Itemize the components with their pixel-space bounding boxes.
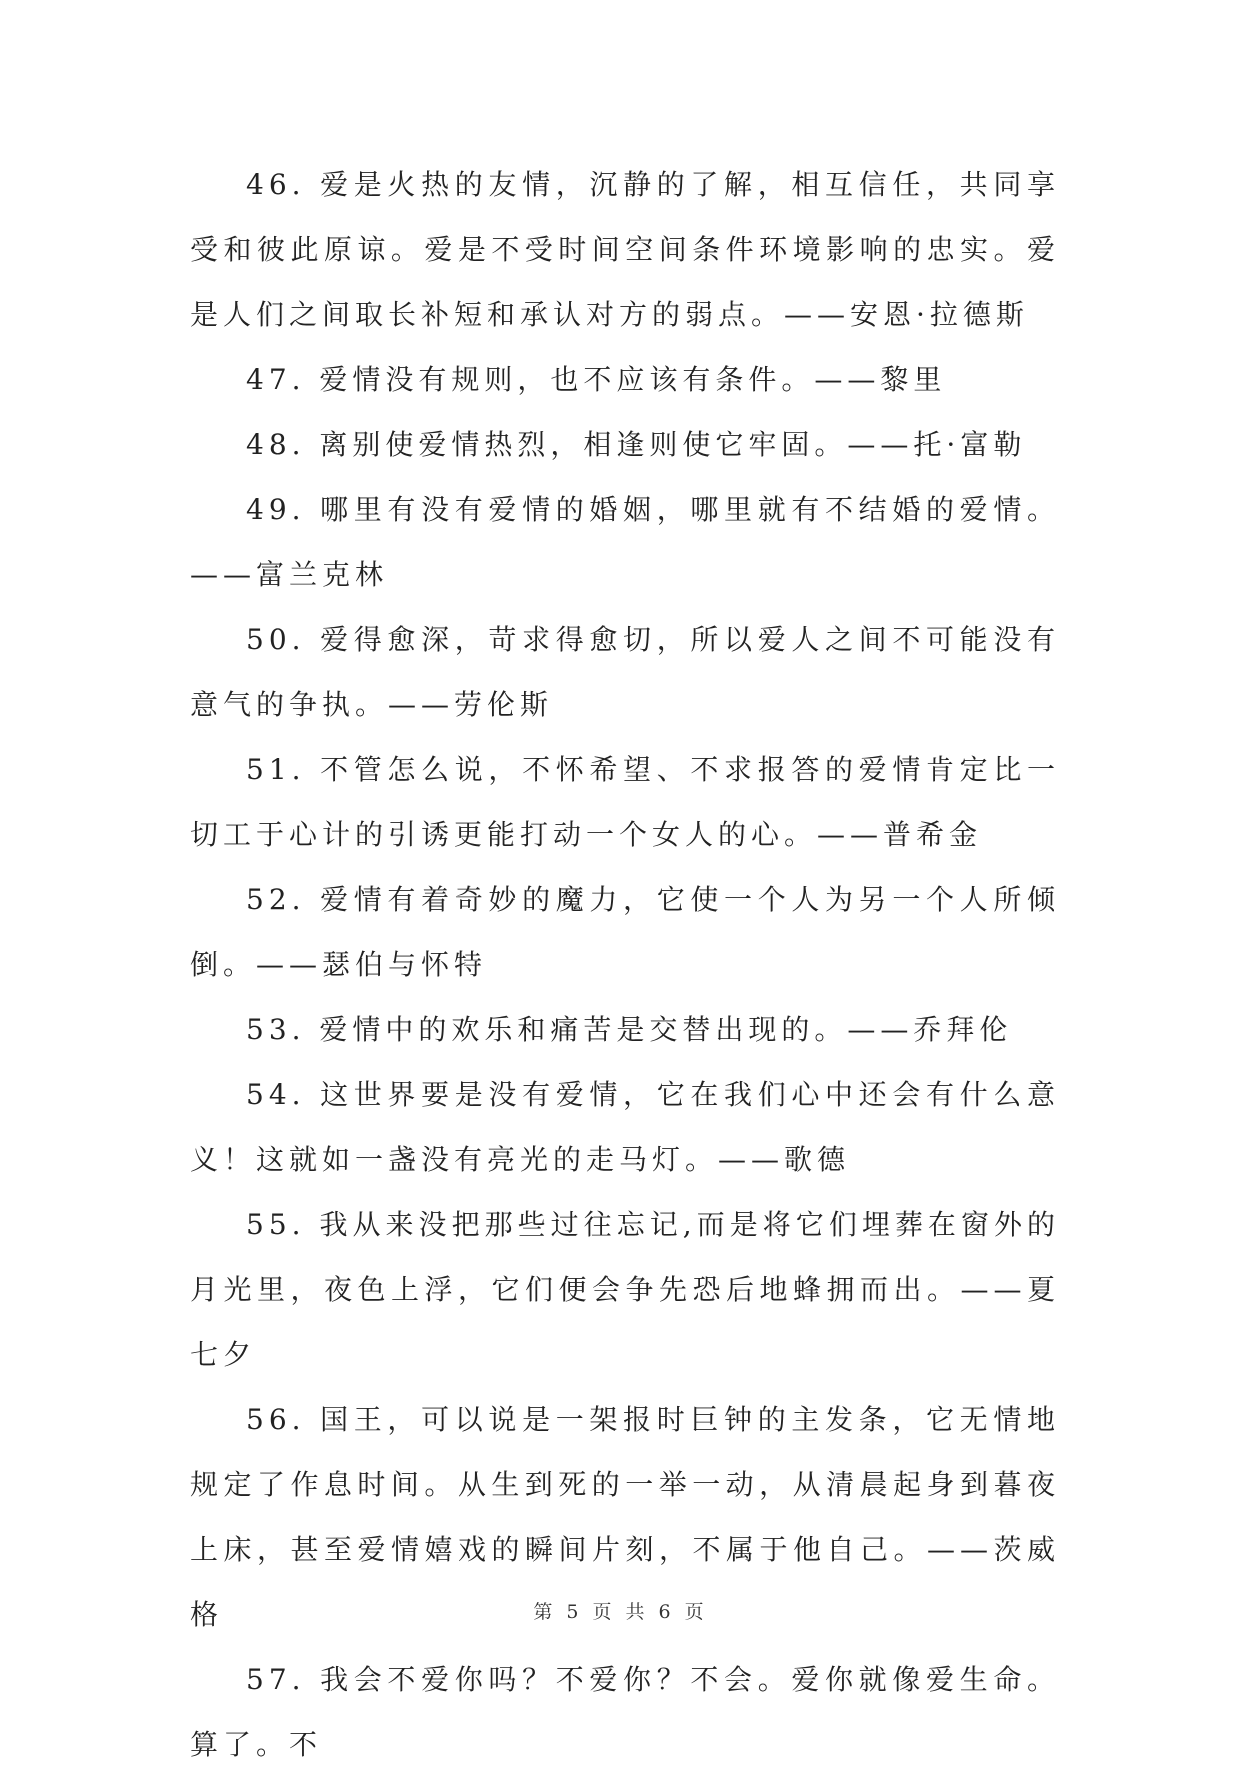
quote-56: 56. 国王，可以说是一架报时巨钟的主发条，它无情地规定了作息时间。从生到死的一举一动，从清晨起身到暮夜上床，甚至爱情嬉戏的瞬间片刻，不属于他自己。——茨威格 [190,1403,1060,1631]
quote-48: 48. 离别使爱情热烈，相逢则使它牢固。——托·富勒 [246,428,1027,461]
quote-51: 51. 不管怎么说，不怀希望、不求报答的爱情肯定比一切工于心计的引诱更能打动一个女人的心。——普希金 [190,753,1060,851]
quote-53: 53. 爱情中的欢乐和痛苦是交替出现的。——乔拜伦 [246,1013,1013,1046]
quote-52: 52. 爱情有着奇妙的魔力，它使一个人为另一个人所倾倒。——瑟伯与怀特 [190,883,1060,981]
quote-50: 50. 爱得愈深，苛求得愈切，所以爱人之间不可能没有意气的争执。——劳伦斯 [190,623,1060,721]
quote-55: 55. 我从来没把那些过往忘记,而是将它们埋葬在窗外的月光里，夜色上浮，它们便会争先恐后地蜂拥而出。——夏七夕 [190,1208,1060,1371]
quote-49: 49. 哪里有没有爱情的婚姻，哪里就有不结婚的爱情。——富兰克林 [190,493,1060,591]
page-footer: 第 5 页 共 6 页 [533,1601,708,1623]
quote-47: 47. 爱情没有规则，也不应该有条件。——黎里 [246,363,947,396]
quote-57: 57. 我会不爱你吗？不爱你？不会。爱你就像爱生命。算了。不 [190,1663,1060,1761]
quote-54: 54. 这世界要是没有爱情，它在我们心中还会有什么意义！这就如一盏没有亮光的走马灯。——歌德 [190,1078,1060,1176]
quote-46: 46. 爱是火热的友情，沉静的了解，相互信任，共同享受和彼此原谅。爱是不受时间空间条件环境影响的忠实。爱是人们之间取长补短和承认对方的弱点。——安恩·拉德斯 [190,168,1060,331]
document-body [190,152,1060,1777]
